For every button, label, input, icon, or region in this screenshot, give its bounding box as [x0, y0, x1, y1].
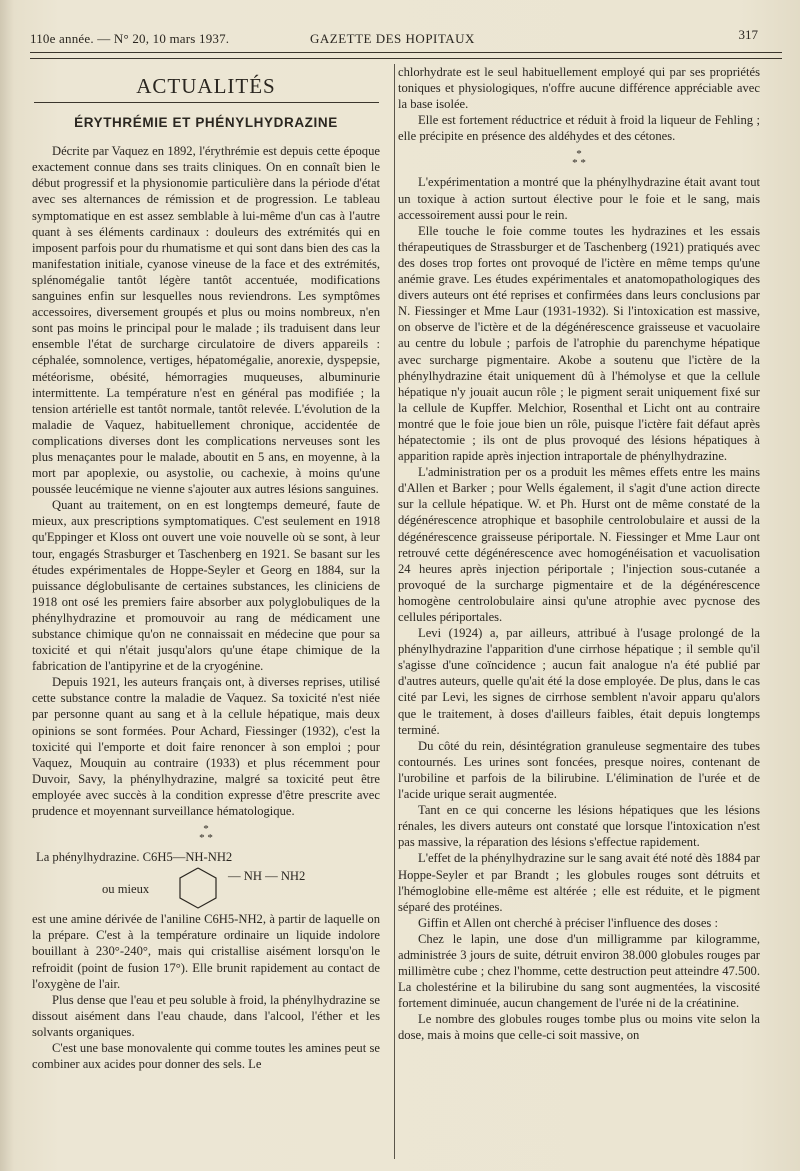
left-column [32, 64, 380, 1072]
header-rule [30, 52, 782, 53]
paragraph: Elle est fortement réductrice et réduit à froid la liqueur de Fehling ; elle précipite en présence des aldéhydes et des cétones. [398, 113, 760, 144]
formula-amine-chain: — NH — NH2 [228, 869, 306, 884]
paragraph: Du côté du rein, désintégration granuleuse segmentaire des tubes contournés. Les urines sont foncées, presque noires, contenant de l'urobiline et parfois de la bilirubine. L'élimination de l'urée et de l'acide urique serait augmentée. [398, 738, 760, 802]
paragraph: Décrite par Vaquez en 1892, l'érythrémie est depuis cette époque exactement connue dans ses traits cliniques. On en connaît bien le début progressif et la physionomie particulière dans la période d'état avec ses alternances de rémission et de progression. Le tableau symptomatique en est assez semblable à lui-même d'un cas à l'autre quant à ses éléments cardinaux : douleurs des extrémités qui en imposent parfois pour du rhumatisme et qui sont dans bien des cas la manifestation initiale, cyanose vineuse de la face et des extrémités, splénomégalie tantôt légère tantôt accentuée, modifications sanguines enfin sur lesquelles nous reviendrons. Les symptômes accessoires, diversement groupés et plus ou moins nombreux, n'en sont pas moins le principal pour le malade ; ils traduisent dans leur ensemble l'état de surcharge circulatoire de divers appareils : céphalée, somnolence, vertiges, hépatomégalie, anorexie, dyspepsie, météorisme, obésité, hémorragies muqueuses, albuminurie intermittente. La température n'est en général pas modifiée ; la tension artérielle est tantôt normale, tantôt relevée. L'évolution de la maladie de Vaquez, habituellement chronique, accidentée de complications diverses dont les complications nerveuses sont les plus menaçantes pour le malade, aboutit en 5 ans, en moyenne, à la mort par apoplexie, ou asystolie, ou cachexie, à moins qu'une poussée leucémique ne vienne s'ajouter aux autres lésions sanguines. [32, 144, 380, 497]
paragraph: Plus dense que l'eau et peu soluble à froid, la phénylhydrazine se dissout aisément dans l'eau chaude, dans l'alcool, l'éther et les solvants organiques. [32, 992, 380, 1039]
paragraph: L'effet de la phénylhydrazine sur le sang avait été noté dès 1884 par Hoppe-Seyler et par Brandt ; les globules rouges sont détruits et l'hémoglobine elle-même est altérée ; elle est réduite, et le pigment séparé des protéines. [398, 851, 760, 914]
section-title-rule [34, 102, 379, 103]
star-top: * [576, 148, 582, 161]
header-rule-thin [30, 58, 782, 59]
section-break-stars [398, 150, 760, 168]
paragraph: Levi (1924) a, par ailleurs, attribué à l'usage prolongé de la phénylhydrazine l'apparition d'une cirrhose hépatique ; il semble qu'il s'agisse d'une coïncidence ; aucun fait analogue n'a été publié par d'autres auteurs, quelle qu'ait été la dose employée. De plus, dans le cas cité par Levi, les signes de cirrhose semblent n'avoir apparu qu'alors que le traitement, à doses d'ailleurs faibles, était depuis longtemps terminé. [398, 626, 760, 737]
paragraph: Elle touche le foie comme toutes les hydrazines et les essais thérapeutiques de Strassburger et de Taschenberg (1921) pratiqués avec des doses trop fortes ont provoqué de l'ictère en même temps qu'une anémie grave. Les études expérimentales et anatomopathologiques des divers auteurs ont été reprises et confirmées dans leurs conclusions par N. Fiessinger et Mme Laur (1931-1932). Si l'intoxication est massive, on observe de l'ictère et de la dégénérescence graisseuse et vacuolaire au centre du lobule ; parfois de l'atrophie du parenchyme hépatique avec surcharge pigmentaire. Akobe a soutenu que l'ictère de la phénylhydrazine était uniquement dû à l'hémolyse et que la cellule hépatique n'y jouait aucun rôle ; le pigment serait uniquement fixé sur la cellule de Kupffer. Melchior, Rosenthal et Licht ont au contraire montré que le foie joue bien un rôle, puisque l'ictère fait défaut après hépatectomie ; ils ont de plus provoqué des lésions hépatiques à apparition rapide après injection intraportale de phénylhydrazine. [398, 223, 760, 464]
issue-line: 110e année. — N° 20, 10 mars 1937. [30, 31, 230, 46]
section-title: ACTUALITÉS [136, 74, 276, 98]
paragraph: est une amine dérivée de l'aniline C6H5-NH2, à partir de laquelle on la prépare. C'est à la température ordinaire un liquide indolore bouillant à 230°-240°, mais qui cristallise aisément lorsqu'on le refroidit (point de fusion 17°). Elle brunit rapidement au contact de l'oxygène de l'air. [32, 912, 380, 991]
paragraph: Depuis 1921, les auteurs français ont, à diverses reprises, utilisé cette substance contre la maladie de Vaquez. Sa toxicité n'est niée par personne quant au sang et à la cellule hépatique, mais deux opinions se sont formées. Pour Achard, Fiessinger (1932), c'est la toxicité qui l'emporte et doit faire renoncer à son emploi ; pour Vaquez, Mouquin au contraire (1933) et plus récemment pour Duvoir, Savy, la phénylhydrazine, malgré sa toxicité peut être employée avec succès à la condition expresse d'être prescrite avec prudence et moyennant surveillance hématologique. [32, 675, 380, 819]
paragraph: Giffin et Allen ont cherché à préciser l'influence des doses : [418, 915, 718, 930]
paragraph: Chez le lapin, une dose d'un milligramme par kilogramme, administrée 3 jours de suite, détruit environ 38.000 globules rouges par millimètre cube ; chez l'homme, cette destruction peut atteindre 47.500. La cholestérine et la bilirubine du sang sont augmentées, la viscosité fortement diminuée, aucun changement de l'urée ni de la créatinine. [398, 931, 760, 1011]
star-bottom: * * [572, 157, 586, 170]
star-top: * [203, 823, 209, 836]
paragraph: Le nombre des globules rouges tombe plus ou moins vite selon la dose, mais à moins que celle-ci soit massive, on [398, 1012, 760, 1043]
article-title: ÉRYTHRÉMIE ET PHÉNYLHYDRAZINE [74, 115, 338, 131]
benzene-ring-icon [172, 865, 224, 911]
chemical-formula [32, 849, 380, 911]
journal-title: GAZETTE DES HOPITAUX [310, 31, 475, 46]
column-separator [394, 64, 395, 1159]
right-column [398, 64, 760, 1044]
paragraph: L'expérimentation a montré que la phénylhydrazine était avant tout un toxique à action surtout élective pour le foie et le sang, mais accessoirement aussi pour le rein. [398, 175, 760, 222]
paragraph: C'est une base monovalente qui comme toutes les amines peut se combiner aux acides pour donner des sels. Le [32, 1040, 380, 1072]
paragraph: chlorhydrate est le seul habituellement employé qui par ses propriétés toniques et physiologiques, n'offre aucune différence appréciable avec la base isolée. [398, 65, 760, 112]
paragraph: Tant en ce qui concerne les lésions hépatiques que les lésions rénales, les divers auteurs ont constaté que lorsque l'intoxication n'est pas massive, la réparation des lésions s'effectue rapidement. [398, 803, 760, 850]
formula-structure [32, 865, 380, 911]
section-break-stars [32, 825, 380, 843]
formula-or-better: ou mieux [102, 882, 150, 897]
page-number: 317 [738, 27, 758, 42]
star-bottom: * * [199, 832, 213, 845]
page-header [30, 27, 758, 49]
paragraph: Quant au traitement, on en est longtemps demeuré, faute de mieux, aux prescriptions symptomatiques. C'est seulement en 1918 qu'Eppinger et Kloss ont ouvert une voie nouvelle où se sont, à leur tour, engagés Strasburger et Taschenberg en 1921. Se basant sur les études expérimentales de Hoppe-Seyler et Georg en 1884, sur la puissance déglobulisante de certaines substances, les cliniciens de 1918 ont osé les premiers faire absorber aux polyglobuliques de la phénylhydrazine et promouvoir au rang de médicament une substance chimique qu'on ne connaissait en médecine que pour sa toxicité et qui n'était jusqu'alors qu'une étape chimique de la fabrication de l'antipyrine et de la cryogénine. [32, 498, 380, 674]
formula-line: La phénylhydrazine. C6H5—NH-NH2 [36, 850, 233, 865]
paragraph: L'administration per os a produit les mêmes effets entre les mains d'Allen et Barker ; pour Wells également, il s'agit d'une action directe sur la cellule hépatique. W. et Ph. Hurst ont de même constaté de la dégénérescence atrophique et basophile centrolobulaire et aussi de la dégénérescence graisseuse périportale. N. Fiessinger et Mme Laur ont retrouvé cette dégénérescence avec homogénéisation et vacuolisation 24 heures après injection périportale ; l'injection sous-cutanée a provoqué de la surcharge pigmentaire et de la dégénérescence homogène centrolobulaire ainsi qu'une atrophie avec pycnose des cellules périportales. [398, 465, 760, 624]
